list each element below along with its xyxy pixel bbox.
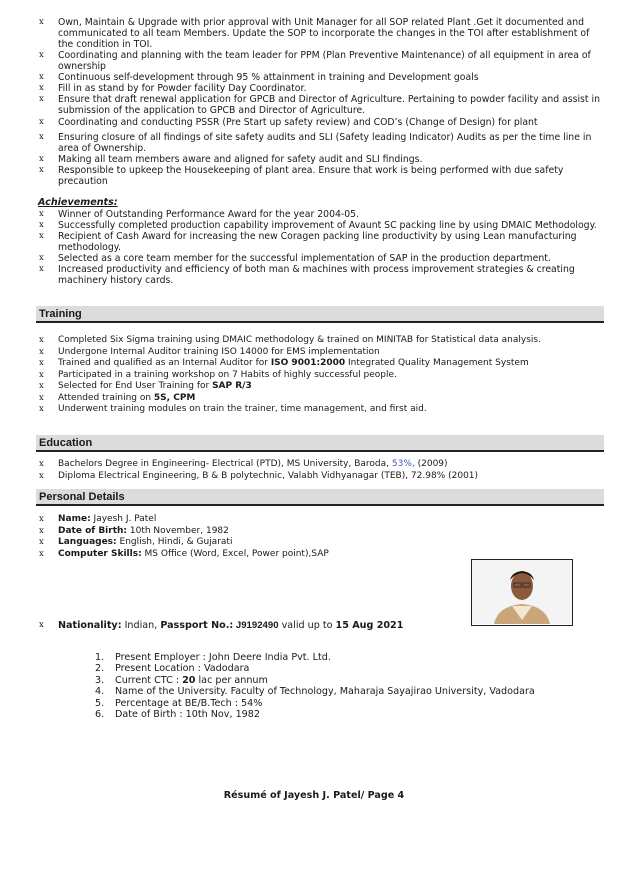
list-item: x Recipient of Cash Award for increasing the new Coragen packing line productivity by using Lean manufacturing methodology. (39, 231, 577, 253)
nationality-row (0, 620, 638, 631)
list-item: x Increased productivity and efficiency of both man & machines with process improvement strategies & creating machinery history cards. (39, 264, 575, 286)
list-item: x Underwent training modules on train the trainer, time management, and first aid. (39, 404, 427, 414)
list-item: x Undergone Internal Auditor training ISO 14000 for EMS implementation (39, 346, 380, 357)
list-item: 1. Present Employer : John Deere India Pvt. Ltd. (95, 652, 331, 663)
list-item: x Computer Skills: MS Office (Word, Excel, Power point),SAP (39, 548, 329, 559)
education-list (0, 459, 638, 482)
list-item: x Winner of Outstanding Performance Award for the year 2004-05. (39, 209, 360, 220)
list-item: 2. Present Location : Vadodara (95, 663, 250, 675)
person-photo-icon (472, 560, 572, 624)
list-item: x Completed Six Sigma training using DMAIC methodology & trained on MINITAB for Statistical data analysis. (39, 335, 541, 345)
bullet-marker: x (39, 83, 44, 93)
list-item: x Ensuring closure of all findings of site safety audits and SLI (Safety leading Indicator) Audits as per the time line in area of Ownership. (39, 132, 592, 154)
list-item: x Fill in as stand by for Powder facility Day Coordinator. (39, 83, 307, 94)
responsibilities-list (0, 17, 638, 187)
training-list (0, 335, 638, 416)
bullet-marker: x (39, 132, 44, 142)
achievements-heading: Achievements: (38, 197, 118, 208)
bullet-marker: x (39, 154, 44, 164)
list-item: x Name: Jayesh J. Patel (39, 514, 157, 524)
list-item: x Ensure that draft renewal application for GPCB and Director of Agriculture. Pertaining to powder facility and assist in submission of the application to GPCB and Director of Agriculture. (39, 94, 600, 116)
bullet-marker: x (39, 620, 44, 630)
list-item: x Languages: English, Hindi, & Gujarati (39, 537, 233, 547)
bullet-marker: x (39, 346, 44, 357)
personal-details-list (0, 514, 638, 560)
bullet-marker: x (39, 548, 44, 559)
list-item: x Date of Birth: 10th November, 1982 (39, 525, 229, 536)
list-item: x Making all team members aware and aligned for safety audit and SLI findings. (39, 154, 423, 165)
list-item: 5. Percentage at BE/B.Tech : 54% (95, 697, 263, 709)
list-item: x Coordinating and conducting PSSR (Pre Start up safety review) and COD’s (Change of Design) for plant (39, 117, 538, 128)
bullet-marker: x (39, 335, 44, 345)
bullet-marker: x (39, 231, 44, 241)
list-item: x Diploma Electrical Engineering, B & B polytechnic, Valabh Vidhyanagar (TEB), 72.98% (2001) (39, 470, 479, 481)
list-item: x Responsible to upkeep the Housekeeping of plant area. Ensure that work is being performed with due safety precaution (39, 165, 564, 187)
list-item: x Coordinating and planning with the team leader for PPM (Plan Preventive Maintenance) of all equipment in area of ownership (39, 50, 591, 72)
bullet-marker: x (39, 94, 44, 104)
training-section-header: Training (36, 306, 604, 323)
profile-photo (471, 559, 573, 626)
bullet-marker: x (39, 369, 44, 380)
list-item: x Selected for End User Training for SAP R/3 (39, 381, 252, 391)
list-item: 3. Current CTC : 20 lac per annum (95, 674, 268, 686)
bullet-marker: x (39, 165, 44, 175)
education-section-header: Education (36, 435, 604, 452)
bullet-marker: x (39, 117, 44, 127)
bullet-marker: x (39, 537, 44, 547)
bullet-marker: x (39, 381, 44, 391)
summary-numbered-list (95, 652, 535, 720)
list-item: x Continuous self-development through 95 % attainment in training and Development goals (39, 72, 479, 83)
list-item: 4. Name of the University. Faculty of Technology, Maharaja Sayajirao University, Vadodara (95, 686, 535, 698)
bullet-marker: x (39, 392, 44, 403)
bullet-marker: x (39, 72, 44, 82)
bullet-marker: x (39, 220, 44, 230)
bullet-marker: x (39, 358, 44, 368)
list-item: x Selected as a core team member for the successful implementation of SAP in the production department. (39, 253, 551, 264)
personal-details-section-header: Personal Details (36, 489, 604, 506)
bullet-marker: x (39, 525, 44, 536)
list-item: x Successfully completed production capability improvement of Avaunt SC packing line by using DMAIC Methodology. (39, 220, 597, 231)
list-item: x Participated in a training workshop on 7 Habits of highly successful people. (39, 369, 397, 380)
list-item: x Trained and qualified as an Internal Auditor for ISO 9001:2000 Integrated Quality Management System (39, 358, 529, 368)
list-item: x Attended training on 5S, CPM (39, 392, 196, 403)
bullet-marker: x (39, 470, 44, 481)
achievements-list (0, 209, 638, 286)
list-item: 6. Date of Birth : 10th Nov, 1982 (95, 709, 260, 721)
bullet-marker: x (39, 253, 44, 263)
list-item: x Own, Maintain & Upgrade with prior approval with Unit Manager for all SOP related Plant .Get it documented and communicated to all team Members. Update the SOP to incorporate the changes in the TOI after establishment of the condition in TOI. (39, 17, 590, 50)
bullet-marker: x (39, 514, 44, 524)
bullet-marker: x (39, 209, 44, 219)
bullet-marker: x (39, 404, 44, 414)
list-item: x Bachelors Degree in Engineering- Electrical (PTD), MS University, Baroda, 53%, (2009) (39, 459, 448, 469)
bullet-marker: x (39, 17, 44, 27)
bullet-marker: x (39, 50, 44, 60)
bullet-marker: x (39, 264, 44, 274)
page-footer: Résumé of Jayesh J. Patel/ Page 4 (223, 790, 405, 801)
list-item: x Nationality: Indian, Passport No.: J9192490 valid up to 15 Aug 2021 (39, 620, 404, 631)
bullet-marker: x (39, 459, 44, 469)
